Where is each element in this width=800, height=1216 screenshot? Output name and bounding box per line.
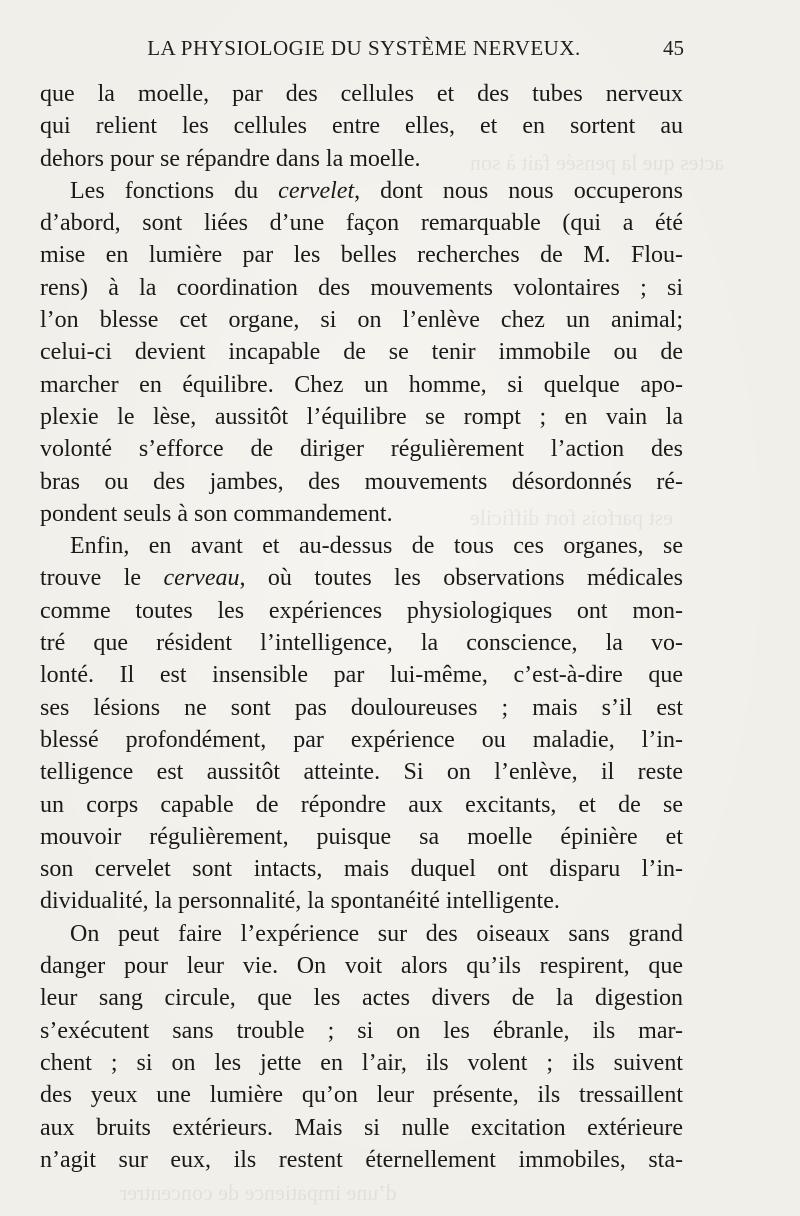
text-line: d’abord, sont liées d’une façon remarquable (qui a été bbox=[40, 210, 683, 237]
text-run: trouve le bbox=[40, 565, 164, 592]
text-line: l’on blesse cet organe, si on l’enlève chez un animal; bbox=[40, 307, 683, 334]
text-line: celui-ci devient incapable de se tenir immobile ou de bbox=[40, 339, 683, 366]
body-text bbox=[40, 78, 683, 1176]
text-line: un corps capable de répondre aux excitants, et de se bbox=[40, 791, 683, 818]
text-line: ses lésions ne sont pas douloureuses ; mais s’il est bbox=[40, 694, 683, 721]
text-run: Les fonctions du bbox=[70, 177, 279, 204]
text-line bbox=[40, 562, 683, 594]
text-line: tré que résident l’intelligence, la conscience, la vo- bbox=[40, 630, 683, 657]
text-line: volonté s’efforce de diriger régulièrement l’action des bbox=[40, 436, 683, 463]
italic-term: cervelet bbox=[278, 177, 355, 204]
text-line: dehors pour se répandre dans la moelle. bbox=[40, 145, 421, 172]
text-line: que la moelle, par des cellules et des tubes nerveux bbox=[40, 81, 683, 107]
text-line: chent ; si on les jette en l’air, ils volent ; ils suivent bbox=[40, 1049, 683, 1076]
text-line: comme toutes les expériences physiologiques ont mon- bbox=[40, 597, 683, 624]
text-line: On peut faire l’expérience sur des oiseaux sans grand bbox=[70, 920, 683, 947]
text-line: danger pour leur vie. On voit alors qu’ils respirent, que bbox=[40, 953, 683, 980]
text-line: mise en lumière par les belles recherches de M. Flou- bbox=[40, 242, 683, 269]
text-line: lonté. Il est insensible par lui-même, c’est-à-dire que bbox=[40, 662, 683, 689]
text-line: dividualité, la personnalité, la spontanéité intelligente. bbox=[40, 888, 560, 915]
text-line: marcher en équilibre. Chez un homme, si quelque apo- bbox=[40, 371, 683, 398]
text-line: qui relient les cellules entre elles, et en sortent au bbox=[40, 113, 683, 140]
text-line: pondent seuls à son commandement. bbox=[40, 500, 393, 527]
text-run: , dont nous nous occuperons bbox=[354, 177, 683, 204]
text-line: n’agit sur eux, ils restent éternellement immobiles, sta- bbox=[40, 1146, 683, 1173]
text-line: mouvoir régulièrement, puisque sa moelle épinière et bbox=[40, 823, 683, 850]
running-title: LA PHYSIOLOGIE DU SYSTÈME NERVEUX. bbox=[147, 36, 581, 60]
text-line: s’exécutent sans trouble ; si on les ébranle, ils mar- bbox=[40, 1017, 683, 1044]
show-through-text: d’une impatience de concentrer bbox=[120, 1180, 397, 1205]
text-run: , où toutes les observations médicales bbox=[239, 565, 683, 592]
text-line: bras ou des jambes, des mouvements désordonnés ré- bbox=[40, 468, 683, 495]
text-line: aux bruits extérieurs. Mais si nulle excitation extérieure bbox=[40, 1114, 683, 1141]
text-line: plexie le lèse, aussitôt l’équilibre se rompt ; en vain la bbox=[40, 403, 683, 430]
text-line: rens) à la coordination des mouvements volontaires ; si bbox=[40, 274, 683, 301]
text-line: blessé profondément, par expérience ou maladie, l’in- bbox=[40, 726, 683, 753]
text-line: Enfin, en avant et au-dessus de tous ces organes, se bbox=[70, 533, 683, 560]
text-line: son cervelet sont intacts, mais duquel ont disparu l’in- bbox=[40, 856, 683, 883]
text-line: des yeux une lumière qu’on leur présente, ils tressaillent bbox=[40, 1082, 683, 1109]
page-number: 45 bbox=[663, 36, 684, 60]
show-through-text: est parfois fort difficile bbox=[470, 505, 674, 530]
text-line: telligence est aussitôt atteinte. Si on l’enlève, il reste bbox=[40, 759, 683, 786]
italic-term: cerveau bbox=[163, 565, 240, 592]
text-line bbox=[40, 175, 683, 207]
text-line: leur sang circule, que les actes divers de la digestion bbox=[40, 985, 683, 1012]
show-through-text: actes que la pensée fait à son bbox=[470, 150, 725, 175]
